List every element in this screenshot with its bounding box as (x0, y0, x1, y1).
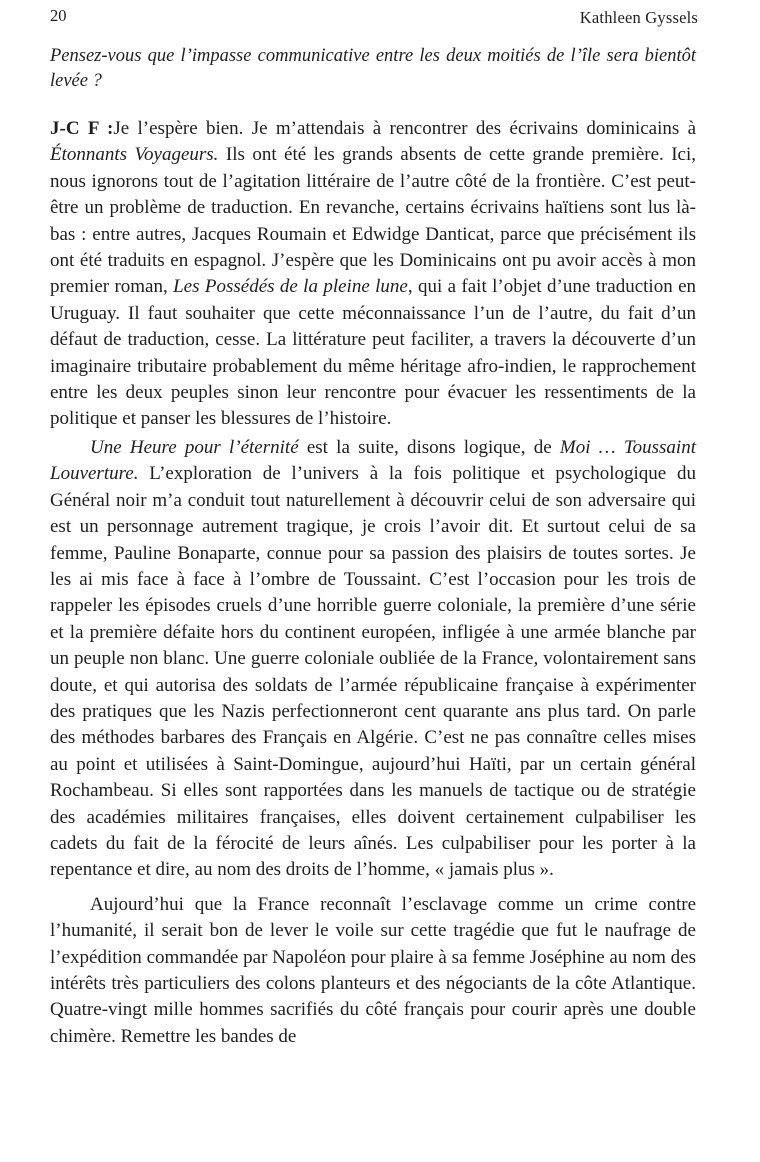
title-moi-toussaint-louverture: Moi … Toussaint Louverture. (50, 436, 696, 485)
page-number: 20 (50, 6, 67, 25)
running-head-author: Kathleen Gyssels (579, 8, 698, 27)
answer-paragraph (50, 116, 696, 433)
title-possedes-pleine-lune: Les Possédés de la pleine lune (173, 276, 408, 298)
para2-text-1: est la suite, disons logique, de (298, 436, 560, 458)
interview-question: Pensez-vous que l’impasse communicative entre les deux moitiés de l’île sera bientôt levée ? (50, 46, 696, 91)
para2-text-2: L’exploration de l’univers à la fois politique et psychologique du Général noir m’a conduit tout naturellement à découvrir celui de son adversaire qui est un personnage autrement tragique, je crois l’avoir dit. Et surtout celui de sa femme, Pauline Bonaparte, connue pour sa passion des plaisirs de toutes sortes. Je les ai mis face à face à l’ombre de Toussaint. C’est l’occasion pour les trois de rappeler les épisodes cruels d’une horrible guerre coloniale, la première d’une série et la première défaite hors du continent européen, infligée à une armée blanche par un peuple non blanc. Une guerre coloniale oubliée de la France, volontairement sans doute, et qui autorisa des soldats de l’armée républicaine française à expérimenter des pratiques que les Nazis perfectionneront cent quarante ans plus tard. On parle des méthodes barbares des Français en Algérie. C’est ne pas connaître celles mises au point et utilisées à Saint-Domingue, aujourd’hui Haïti, par un certain général Rochambeau. Si elles sont rapportées dans les manuels de tactique ou de stratégie des académies militaires françaises, elles doivent certainement culpabiliser les cadets du fait de la férocité de leurs aînés. Les culpabiliser pour les porter à la repentance et dire, au nom des droits de l’homme, « jamais plus ». (50, 463, 696, 881)
paragraph-aujourdhui (50, 892, 696, 1050)
title-etonnants-voyageurs: Étonnants Voyageurs. (50, 144, 219, 166)
para3-text-1: Aujourd’hui que la France reconnaît l’esclavage comme un crime contre l’humanité, il serait bon de lever le voile sur cette tragédie que fut le naufrage de l’expédition commandée par Napoléon pour plaire à sa femme Joséphine au nom des intérêts très particuliers des colons planteurs et des négociants de la côte Atlantique. Quatre-vingt mille hommes sacrifiés du côté français pour courir après une double chimère. Remettre les bandes de (50, 893, 696, 1047)
speaker-label: J-C F : (50, 118, 114, 139)
page-header (50, 0, 696, 44)
title-une-heure-pour-eternite: Une Heure pour l’éternité (90, 436, 299, 458)
answer-text-2: Ils ont été les grands absents de cette grande première. Ici, nous ignorons tout de l’agitation littéraire de l’autre côté de la frontière. C’est peut-être un problème de traduction. En revanche, certains écrivains haïtiens sont lus là-bas : entre autres, Jacques Roumain et Edwidge Danticat, parce que précisément ils ont été traduits en espagnol. J’espère que les Dominicains ont pu avoir accès à mon premier roman, (50, 144, 696, 298)
paragraph-une-heure (50, 435, 696, 884)
answer-text-1: Je l’espère bien. Je m’attendais à rencontrer des écrivains dominicains à (113, 118, 696, 139)
answer-text-3: , qui a fait l’objet d’une traduction en Uruguay. Il faut souhaiter que cette méconnaissance l’un de l’autre, du fait d’un défaut de traduction, cesse. La littérature peut faciliter, a travers la découverte d’un imaginaire tributaire probablement du même héritage afro-indien, le rapprochement entre les deux peuples sinon leur rencontre pour évacuer les ressentiments de la politique et panser les blessures de l’histoire. (50, 276, 696, 430)
